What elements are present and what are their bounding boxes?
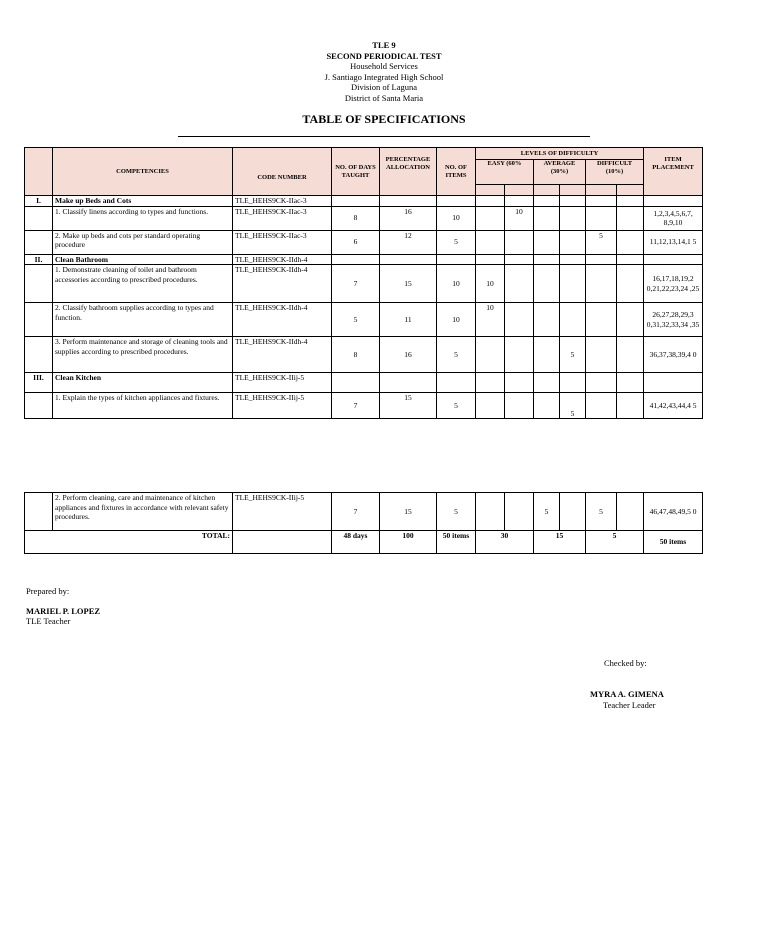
percent: 15 (380, 265, 437, 303)
easy-2 (505, 393, 534, 419)
competency: 2. Classify bathroom supplies according to types and function. (53, 303, 233, 337)
levels-header: LEVELS OF DIFFICULTY (476, 148, 644, 160)
difficult-1 (586, 303, 617, 337)
district: District of Santa Maria (344, 92, 424, 103)
total-placement: 50 items (644, 531, 703, 554)
table-row (25, 230, 703, 254)
competency: 1. Demonstrate cleaning of toilet and bathroom accessories according to prescribed procedures. (53, 265, 233, 303)
checked-label: Checked by: (604, 658, 647, 668)
days: 8 (332, 206, 380, 230)
difficult-header: DIFFICULT (10%) (586, 160, 644, 185)
average-1 (534, 206, 560, 230)
percent: 16 (380, 206, 437, 230)
easy-1 (476, 493, 505, 531)
easy-2 (505, 230, 534, 254)
section-code: TLE_HEHS9CK-IIij-5 (233, 373, 332, 393)
average-2 (560, 206, 586, 230)
section-row (25, 254, 703, 265)
items: 5 (437, 493, 476, 531)
percent: 16 (380, 337, 437, 373)
prepared-name: MARIEL P. LOPEZ (26, 606, 101, 616)
difficult-1: 5 (586, 493, 617, 531)
days: 7 (332, 493, 380, 531)
section-number: II. (25, 254, 53, 265)
average-sub-2 (560, 185, 586, 196)
difficult-2 (617, 206, 644, 230)
percent: 12 (380, 230, 437, 254)
placement: 46,47,48,49,5 0 (644, 493, 703, 531)
easy-sub-2 (505, 185, 534, 196)
code: TLE_HEHS9CK-IIdh-4 (233, 337, 332, 373)
difficult-2 (617, 337, 644, 373)
division: Division of Laguna (350, 82, 418, 92)
prepared-role: TLE Teacher (26, 616, 71, 626)
easy-2: 10 (505, 206, 534, 230)
total-difficult: 5 (586, 531, 644, 554)
num-header (25, 148, 53, 196)
competency: 1. Explain the types of kitchen appliances and fixtures. (53, 393, 233, 419)
days: 5 (332, 303, 380, 337)
section-number: I. (25, 196, 53, 207)
difficult-2 (617, 493, 644, 531)
average-1 (534, 265, 560, 303)
document-header (0, 40, 768, 103)
easy-2 (505, 303, 534, 337)
competency: 3. Perform maintenance and storage of cleaning tools and supplies according to prescribed procedures. (53, 337, 233, 373)
spec-table (24, 147, 703, 419)
total-average: 15 (534, 531, 586, 554)
percent: 11 (380, 303, 437, 337)
checked-name: MYRA A. GIMENA (590, 689, 664, 699)
total-row (25, 531, 703, 554)
difficult-sub-2 (617, 185, 644, 196)
total-days: 48 days (332, 531, 380, 554)
spec-table-continued (24, 492, 703, 554)
days-header: NO. OF DAYS TAUGHT (332, 148, 380, 196)
easy-2 (505, 493, 534, 531)
difficult-2 (617, 303, 644, 337)
average-sub-1 (534, 185, 560, 196)
difficult-1 (586, 393, 617, 419)
items: 5 (437, 337, 476, 373)
placement: 1,2,3,4,5,6,7, 8,9,10 (644, 206, 703, 230)
section-row (25, 373, 703, 393)
easy-1: 10 (476, 265, 505, 303)
table-row (25, 493, 703, 531)
section-number: III. (25, 373, 53, 393)
school: J. Santiago Integrated High School (324, 71, 444, 82)
code: TLE_HEHS9CK-IIdh-4 (233, 265, 332, 303)
total-items: 50 items (437, 531, 476, 554)
average-1 (534, 230, 560, 254)
table-row (25, 303, 703, 337)
table-row (25, 337, 703, 373)
average-2 (560, 303, 586, 337)
average-1 (534, 393, 560, 419)
difficult-2 (617, 265, 644, 303)
average-1 (534, 303, 560, 337)
section-title: Make up Beds and Cots (53, 196, 233, 207)
placement: 36,37,38,39,4 0 (644, 337, 703, 373)
average-2 (560, 265, 586, 303)
competency: 2. Perform cleaning, care and maintenance of kitchen appliances and fixtures in accordance with relevant safety procedures. (53, 493, 233, 531)
days: 7 (332, 393, 380, 419)
placement: 16,17,18,19,2 0,21,22,23,24 ,25 (644, 265, 703, 303)
table-row (25, 206, 703, 230)
difficult-1: 5 (586, 230, 617, 254)
easy-2 (505, 337, 534, 373)
code-header: CODE NUMBER (233, 148, 332, 196)
days: 7 (332, 265, 380, 303)
code: TLE_HEHS9CK-IIac-3 (233, 206, 332, 230)
competency: 2. Make up beds and cots per standard operating procedure (53, 230, 233, 254)
easy-1 (476, 393, 505, 419)
easy-1: 10 (476, 303, 505, 337)
section-code: TLE_HEHS9CK-IIdh-4 (233, 254, 332, 265)
average-2: 5 (560, 393, 586, 419)
total-label: TOTAL: (25, 531, 233, 554)
code: TLE_HEHS9CK-IIdh-4 (233, 303, 332, 337)
difficult-sub-1 (586, 185, 617, 196)
strand: Household Services (350, 61, 418, 71)
average-1 (534, 337, 560, 373)
test-name: SECOND PERIODICAL TEST (326, 50, 442, 61)
table-row (25, 393, 703, 419)
total-easy: 30 (476, 531, 534, 554)
average-2 (560, 493, 586, 531)
average-2: 5 (560, 337, 586, 373)
easy-sub-1 (476, 185, 505, 196)
code: TLE_HEHS9CK-IIij-5 (233, 493, 332, 531)
items: 5 (437, 230, 476, 254)
placement-header: ITEM PLACEMENT (644, 148, 703, 196)
easy-header: EASY (60% (476, 160, 534, 185)
section-row (25, 196, 703, 207)
days: 6 (332, 230, 380, 254)
section-title: Clean Kitchen (53, 373, 233, 393)
easy-1 (476, 230, 505, 254)
percent: 15 (380, 393, 437, 419)
subject: TLE 9 (372, 40, 396, 50)
competency: 1. Classify linens according to types and functions. (53, 206, 233, 230)
placement: 26,27,28,29,3 0,31,32,33,34 ,35 (644, 303, 703, 337)
competencies-header: COMPETENCIES (53, 148, 233, 196)
placement: 41,42,43,44,4 5 (644, 393, 703, 419)
difficult-2 (617, 230, 644, 254)
items: 5 (437, 393, 476, 419)
page-title: TABLE OF SPECIFICATIONS (302, 112, 466, 126)
average-1: 5 (534, 493, 560, 531)
section-title: Clean Bathroom (53, 254, 233, 265)
checked-role: Teacher Leader (603, 700, 656, 710)
easy-2 (505, 265, 534, 303)
total-percent: 100 (380, 531, 437, 554)
items-header: NO. OF ITEMS (437, 148, 476, 196)
title-rule (178, 136, 590, 137)
average-header: AVERAGE (30%) (534, 160, 586, 185)
days: 8 (332, 337, 380, 373)
average-2 (560, 230, 586, 254)
difficult-2 (617, 393, 644, 419)
difficult-1 (586, 337, 617, 373)
table-row (25, 265, 703, 303)
code: TLE_HEHS9CK-IIac-3 (233, 230, 332, 254)
difficult-1 (586, 265, 617, 303)
items: 10 (437, 206, 476, 230)
percent: 15 (380, 493, 437, 531)
easy-1 (476, 206, 505, 230)
items: 10 (437, 265, 476, 303)
percent-header: PERCENTAGE ALLOCATION (380, 148, 437, 196)
difficult-1 (586, 206, 617, 230)
prepared-label: Prepared by: (26, 586, 70, 596)
items: 10 (437, 303, 476, 337)
code: TLE_HEHS9CK-IIij-5 (233, 393, 332, 419)
placement: 11,12,13,14,1 5 (644, 230, 703, 254)
easy-1 (476, 337, 505, 373)
section-code: TLE_HEHS9CK-IIac-3 (233, 196, 332, 207)
